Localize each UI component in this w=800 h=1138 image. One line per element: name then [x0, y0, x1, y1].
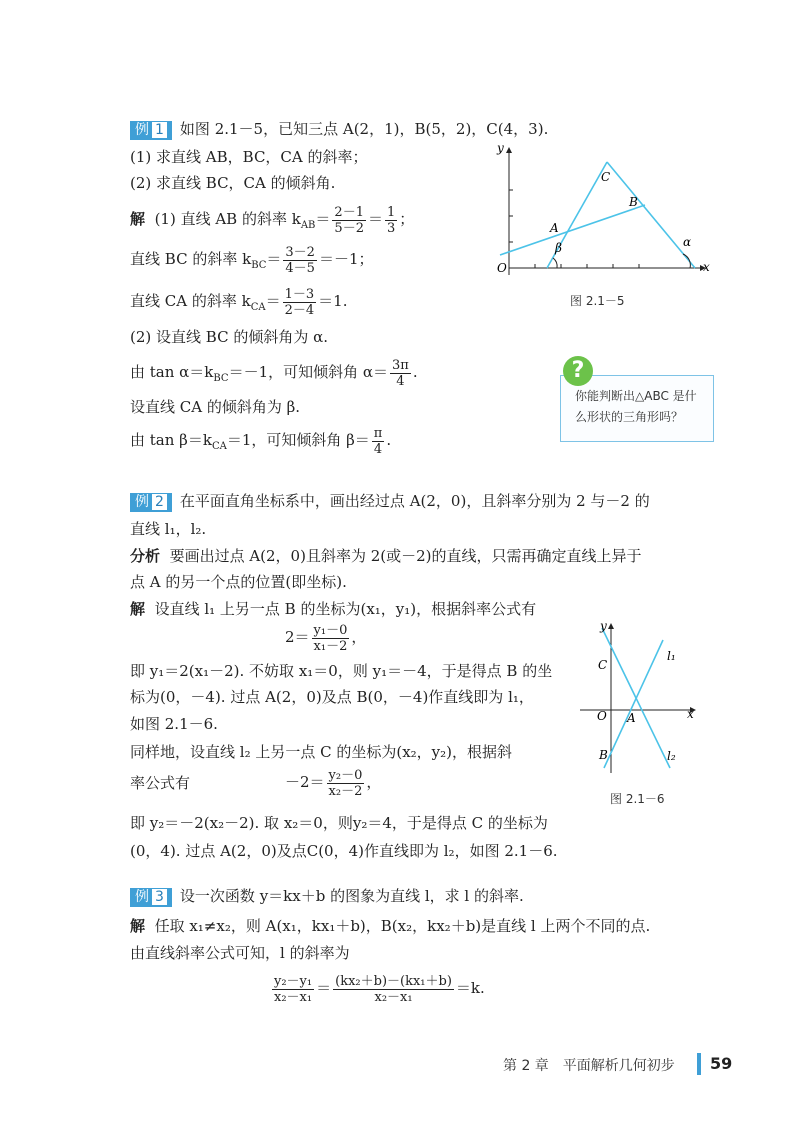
- beta-arc: [553, 258, 557, 268]
- example-3-badge: 例 3: [130, 888, 172, 907]
- example-1-solution-line-7: 由 $\tan \beta=k_{CA}=1$，可知倾斜角 β＝ $\frac{\pi}{4}$ .: [130, 425, 392, 457]
- fig2-origin-label: O: [597, 709, 607, 723]
- example-2-analysis-line-2: 点 A 的另一个点的位置(即坐标).: [130, 573, 347, 591]
- line-bc: [607, 162, 695, 268]
- example-3-statement: 例 3 设一次函数 y＝kx＋b 的图象为直线 l，求 l 的斜率.: [130, 885, 524, 907]
- example-1-statement: 例 1 如图 2.1－5，已知三点 A(2，1)，B(5，2)，C(4，3).: [130, 118, 548, 140]
- example-1-badge: 例 1: [130, 121, 172, 140]
- example-2-solution-line-4: 如图 2.1－6.: [130, 715, 218, 733]
- footer-divider: [697, 1053, 701, 1075]
- example-1-solution-line-6: 设直线 CA 的倾斜角为 β.: [130, 398, 301, 416]
- example-2-badge: 例 2: [130, 493, 172, 512]
- example-2-solution-line-3: 标为(0，－4). 过点 A(2，0)及点 B(0，－4)作直线即为 l₁，: [130, 688, 534, 706]
- example-2-equation-1: 2＝ $\frac{\text{y₁－0}}{\text{x₁－2}}$ ，: [285, 622, 367, 654]
- question-mark-icon: ?: [563, 356, 593, 386]
- fig1-alpha-label: α: [683, 235, 692, 249]
- figure-2-1-6: [575, 618, 700, 776]
- example-3-solution-line-1: 解 任取 x₁≠x₂，则 A(x₁，kx₁＋b)，B(x₂，kx₂＋b)是直线 l 上两个不同的点.: [130, 917, 651, 935]
- fig2-l2-label: l₂: [667, 749, 676, 763]
- fig2-l1-label: l₁: [667, 649, 676, 663]
- example-2-solution-line-1: 解 设直线 l₁ 上另一点 B 的坐标为(x₁，y₁)，根据斜率公式有: [130, 600, 537, 618]
- example-1-question-1: (1) 求直线 AB，BC，CA 的斜率；: [130, 148, 368, 166]
- fig1-point-b-label: B: [629, 195, 638, 209]
- example-2-solution-line-8: (0，4). 过点 A(2，0)及点C(0，4)作直线即为 l₂，如图 2.1－6.: [130, 842, 558, 860]
- example-1-solution-line-2: 直线 BC 的斜率 $k_{BC}=$ $\frac{3-2}{4-5}$ ＝－1；: [130, 244, 374, 276]
- line-ab: [500, 205, 645, 255]
- example-2-statement-line-2: 直线 l₁，l₂.: [130, 520, 207, 538]
- example-1-solution-line-4: (2) 设直线 BC 的倾斜角为 α.: [130, 328, 328, 346]
- fig2-point-a-label: A: [627, 711, 636, 725]
- fig2-x-label: x: [687, 707, 694, 721]
- example-2-analysis-line-1: 分析 要画出过点 A(2，0)且斜率为 2(或－2)的直线，只需再确定直线上异于: [130, 547, 642, 565]
- fig2-point-b-label: B: [599, 748, 608, 762]
- line-l1: [604, 640, 663, 768]
- example-2-solution-line-2: 即 y₁＝2(x₁－2). 不妨取 x₁＝0，则 y₁＝－4，于是得点 B 的坐: [130, 662, 553, 680]
- example-3-solution-line-2: 由直线斜率公式可知，l 的斜率为: [130, 944, 350, 962]
- example-3-equation: $\frac{\text{y₂－y₁}}{\text{x₂－x₁}}$ ＝ $\frac{\text{(kx₂＋b)－(kx₁＋b)}}{\text{x₂－x₁}}$ ＝k.: [274, 973, 485, 1005]
- example-2-solution-line-7: 即 y₂＝－2(x₂－2). 取 x₂＝0，则y₂＝4，于是得点 C 的坐标为: [130, 814, 548, 832]
- example-1-solution-line-3: 直线 CA 的斜率 $k_{CA}=$ $\frac{1-3}{2-4}$ ＝1.: [130, 286, 348, 318]
- example-1-question-2: (2) 求直线 BC，CA 的倾斜角.: [130, 174, 336, 192]
- example-2-solution-line-6: 率公式有: [130, 774, 191, 792]
- fig1-point-c-label: C: [601, 170, 611, 184]
- chapter-title: 第 2 章 平面解析几何初步: [503, 1058, 675, 1074]
- example-2-statement-line-1: 例 2 在平面直角坐标系中，画出经过点 A(2，0)，且斜率分别为 2 与－2 的: [130, 490, 650, 512]
- fig1-x-label: x: [703, 260, 710, 274]
- figure-2-1-5: [495, 140, 720, 285]
- example-1-solution-line-5: 由 $\tan \alpha=k_{BC}=-1$，可知倾斜角 α＝ $\frac{3\pi}{4}$ .: [130, 357, 418, 389]
- fig2-y-label: y: [600, 619, 607, 633]
- fig2-point-c-label: C: [598, 658, 608, 672]
- page-number: 59: [710, 1054, 733, 1073]
- question-box-text: 你能判断出△ABC 是什么形状的三角形吗？: [575, 389, 697, 424]
- fig1-origin-label: O: [497, 261, 507, 275]
- example-2-solution-line-5: 同样地，设直线 l₂ 上另一点 C 的坐标为(x₂，y₂)，根据斜: [130, 743, 513, 761]
- figure-2-1-6-caption: 图 2.1－6: [610, 792, 665, 806]
- example-1-solution-line-1: 解 (1) 直线 AB 的斜率 $k_{AB}=$ $\frac{2-1}{5-2}$ ＝ $\frac{1}{3}$ ；: [130, 204, 415, 236]
- fig1-point-a-label: A: [550, 221, 559, 235]
- example-2-equation-2: －2＝ $\frac{\text{y₂－0}}{\text{x₂－2}}$ ，: [285, 767, 382, 799]
- fig1-beta-label: β: [555, 241, 562, 255]
- figure-2-1-5-caption: 图 2.1－5: [570, 294, 625, 308]
- fig1-y-label: y: [497, 141, 504, 155]
